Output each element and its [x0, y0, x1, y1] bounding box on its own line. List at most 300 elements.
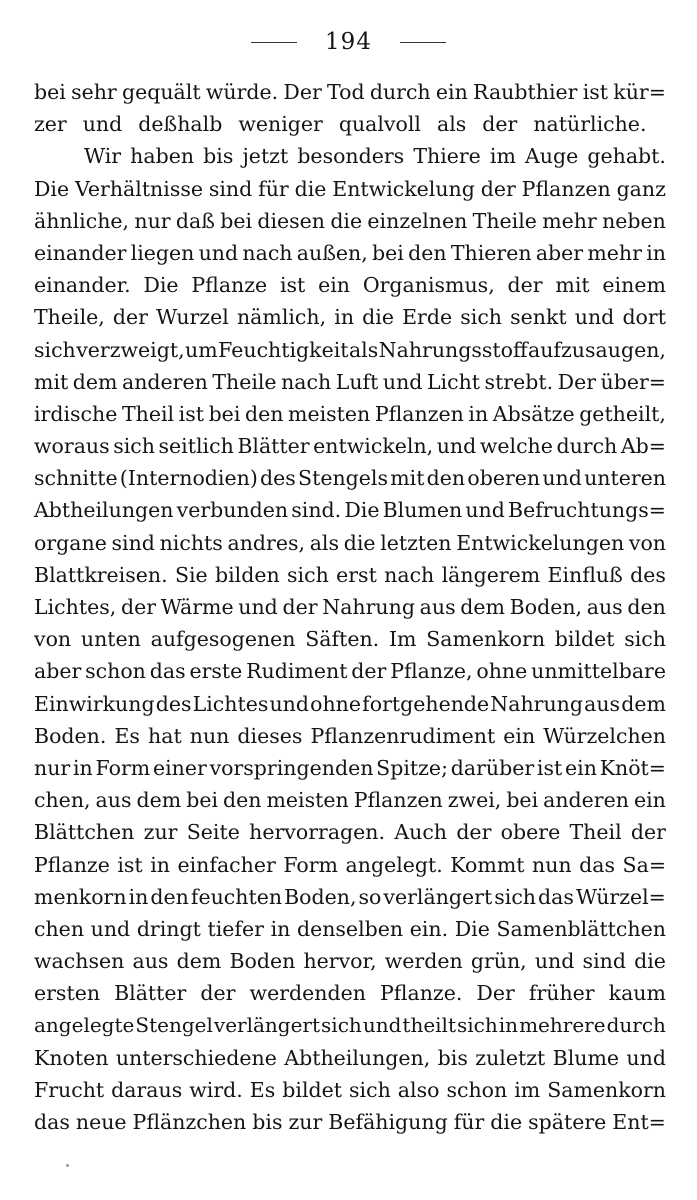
word: Boden: [229, 949, 296, 974]
word: Auch: [394, 820, 448, 845]
word: die: [330, 208, 363, 233]
word: Theile: [212, 369, 277, 394]
word: aus: [132, 949, 169, 974]
word: und: [465, 498, 505, 523]
page-number: 194: [325, 29, 372, 55]
word: bildet: [554, 627, 615, 652]
word: den: [244, 401, 284, 426]
word: ist: [536, 755, 563, 780]
word: einfacher: [177, 852, 276, 877]
word: ist: [582, 80, 609, 104]
word: qualvoll: [338, 112, 421, 137]
word: schon: [446, 1077, 508, 1102]
word: durch: [606, 1013, 666, 1038]
text-line: [34, 434, 666, 466]
word: diesen: [257, 208, 326, 233]
word: Samenkorn: [426, 627, 546, 652]
word: nach: [384, 562, 435, 587]
word: letzten: [380, 530, 452, 555]
word: dem: [136, 788, 182, 813]
word: Sie: [174, 562, 208, 587]
word: und: [382, 369, 423, 394]
word: in: [334, 305, 355, 330]
word: Einwirkung: [34, 691, 155, 716]
word: dem: [176, 949, 222, 974]
word: den: [223, 788, 262, 813]
word: zer: [34, 112, 67, 137]
word: aber: [535, 240, 584, 265]
word: den: [627, 595, 666, 619]
word: Abtheilungen,: [284, 1045, 431, 1070]
word: strebt.: [484, 369, 554, 394]
word: liegen: [130, 240, 195, 265]
word: einander: [34, 240, 127, 265]
word: die: [343, 530, 376, 555]
word: Auge: [525, 144, 579, 169]
text-line: [34, 853, 666, 885]
word: Organismus,: [362, 273, 495, 298]
word: ganz: [616, 176, 666, 201]
word: dringt: [136, 916, 201, 941]
text-line: [34, 627, 666, 659]
word: sich: [460, 305, 503, 330]
word: mehrere: [519, 1013, 606, 1038]
text-line: [34, 1013, 666, 1045]
word: Pflanze: [191, 273, 268, 298]
word: verlängert: [213, 1013, 321, 1038]
word: Blättchen: [34, 820, 135, 845]
word: Blattkreisen.: [34, 562, 168, 587]
word: Die: [143, 273, 179, 298]
word: sehr: [71, 80, 117, 104]
word: organe: [34, 530, 107, 555]
word: und: [198, 240, 239, 265]
word: über=: [600, 369, 666, 394]
word: der: [351, 659, 387, 684]
word: deßhalb: [138, 112, 223, 137]
word: unterschiedene: [115, 1045, 277, 1070]
word: kür=: [613, 80, 666, 104]
word: Würzelchen: [543, 723, 666, 748]
word: besonders: [297, 144, 405, 169]
word: von: [628, 530, 666, 555]
word: Würzel=: [575, 884, 666, 909]
word: bei: [186, 788, 219, 813]
word: sind: [582, 949, 626, 974]
word: der: [200, 981, 236, 1006]
word: ähnliche,: [34, 208, 130, 233]
text-line: [34, 305, 666, 337]
word: Stengel: [135, 1013, 213, 1038]
word: fortgehende: [362, 691, 490, 716]
text-line: [34, 724, 666, 756]
word: Theile: [472, 208, 537, 233]
word: schnitte: [34, 466, 118, 491]
word: also: [397, 1077, 440, 1102]
word: Absätze: [492, 401, 575, 426]
word: (Internodien): [119, 466, 258, 491]
word: Boden,: [284, 884, 357, 909]
text-line: [34, 595, 666, 627]
word: Rudiment: [246, 659, 348, 684]
word: Säften.: [305, 627, 380, 652]
word: Verhältnisse: [74, 176, 203, 201]
word: sich: [321, 1013, 362, 1038]
word: Boden.: [34, 723, 107, 748]
word: in: [270, 916, 291, 941]
word: oberen: [467, 466, 541, 491]
text-line: [34, 692, 666, 724]
word: und: [436, 434, 477, 459]
word: sich: [457, 1013, 498, 1038]
text-line: [34, 885, 666, 917]
text-line: [34, 466, 666, 498]
word: Wärme: [160, 595, 234, 619]
word: und: [534, 949, 575, 974]
word: Kommt: [450, 852, 525, 877]
word: der: [507, 273, 543, 298]
word: Lichtes: [192, 691, 269, 716]
word: den: [426, 466, 466, 491]
word: Tod: [327, 80, 365, 104]
word: verlängert: [383, 884, 493, 909]
word: Pflanzenrudiment: [310, 723, 496, 748]
word: einer: [152, 755, 207, 780]
word: werdenden: [249, 981, 366, 1006]
word: Erde: [402, 305, 453, 330]
word: Luft: [335, 369, 379, 394]
word: einander.: [34, 273, 131, 298]
word: mit: [34, 369, 69, 394]
text-line: [34, 498, 666, 530]
word: Pflanzen: [521, 176, 611, 201]
word: sich: [287, 562, 329, 587]
word: ist: [117, 852, 143, 877]
word: der: [482, 112, 518, 137]
word: spätere: [528, 1110, 607, 1134]
word: und: [362, 1013, 402, 1038]
word: schon: [85, 659, 146, 684]
word: den: [150, 884, 189, 909]
word: einem: [602, 273, 666, 298]
word: in: [498, 1013, 519, 1038]
body-text: [34, 80, 666, 1142]
word: Theil: [569, 820, 622, 845]
word: tiefer: [207, 916, 264, 941]
word: anderen: [543, 788, 629, 813]
word: dem: [72, 369, 118, 394]
word: meisten: [288, 401, 371, 426]
word: der: [282, 595, 318, 619]
word: senkt: [510, 305, 567, 330]
word: als: [348, 337, 379, 362]
word: Lichtes,: [34, 595, 117, 619]
word: Entwickelungen: [456, 530, 625, 555]
word: bei: [506, 788, 539, 813]
text-line: [34, 531, 666, 563]
text-line: [34, 80, 666, 112]
word: entwickeln,: [313, 434, 434, 459]
word: irdische: [34, 401, 118, 426]
word: Form: [95, 755, 151, 780]
word: dem: [621, 691, 666, 716]
word: ist: [178, 401, 204, 426]
word: zur: [288, 1110, 323, 1134]
word: ein: [565, 755, 597, 780]
word: werden: [384, 949, 463, 974]
word: Entwickelung: [332, 176, 475, 201]
word: Stengels: [298, 466, 388, 491]
word: nach: [242, 240, 293, 265]
word: chen,: [34, 788, 91, 813]
word: würde.: [205, 80, 279, 104]
word: weniger: [238, 112, 323, 137]
word: aufgesogenen: [150, 627, 296, 652]
word: im: [489, 144, 516, 169]
word: menkorn: [34, 884, 127, 909]
word: und: [82, 112, 123, 137]
text-line: [34, 273, 666, 305]
word: nichts: [159, 530, 223, 555]
word: nur: [34, 755, 71, 780]
text-line: [34, 338, 666, 370]
word: Sa=: [622, 852, 666, 877]
word: erste: [189, 659, 243, 684]
print-speck: [66, 1164, 69, 1167]
word: zuletzt: [475, 1045, 546, 1070]
word: der: [112, 305, 148, 330]
word: das: [149, 659, 186, 684]
word: angelegte: [34, 1013, 135, 1038]
word: nur: [134, 208, 171, 233]
text-line: [34, 1046, 666, 1078]
word: außen,: [296, 240, 368, 265]
word: die: [490, 1110, 523, 1134]
word: Ent=: [612, 1110, 666, 1134]
word: in: [72, 755, 93, 780]
word: um: [185, 337, 218, 362]
word: Knöt=: [599, 755, 666, 780]
word: in: [150, 852, 170, 877]
word: daß: [175, 208, 215, 233]
word: mit: [555, 273, 590, 298]
word: das: [538, 884, 574, 909]
word: anderen: [121, 369, 208, 394]
word: ohne: [310, 691, 362, 716]
word: Theil: [121, 401, 175, 426]
word: ein.: [409, 916, 449, 941]
word: als: [309, 530, 340, 555]
word: mehr: [587, 240, 642, 265]
word: bilden: [215, 562, 280, 587]
word: sich: [624, 627, 666, 652]
word: grün,: [470, 949, 527, 974]
word: ein: [318, 273, 351, 298]
text-line: [34, 1078, 666, 1110]
word: feuchten: [190, 884, 283, 909]
word: für: [453, 1110, 485, 1134]
word: Der: [476, 981, 515, 1006]
word: dort: [622, 305, 666, 330]
word: und: [542, 466, 582, 491]
word: ein: [503, 723, 536, 748]
word: ein: [633, 788, 666, 813]
word: Einfluß: [547, 562, 623, 587]
text-line: [34, 917, 666, 949]
word: früher: [528, 981, 595, 1006]
word: darüber: [450, 755, 535, 780]
word: Nahrung: [490, 691, 583, 716]
word: Nahrungsstoff: [378, 337, 528, 362]
word: bis: [252, 1110, 283, 1134]
word: und: [269, 691, 310, 716]
word: Samenkorn: [547, 1077, 666, 1102]
word: längerem: [441, 562, 541, 587]
word: und: [574, 305, 615, 330]
word: sind.: [291, 498, 342, 523]
word: aus: [586, 595, 623, 619]
word: gehabt.: [587, 144, 666, 169]
word: Pflanze: [34, 852, 110, 877]
text-line: [34, 659, 666, 691]
word: des: [260, 466, 296, 491]
word: meisten: [266, 788, 349, 813]
word: Samenblättchen: [496, 916, 666, 941]
word: Blätter: [114, 981, 187, 1006]
word: Spitze;: [376, 755, 448, 780]
word: jetzt: [242, 144, 289, 169]
word: aus: [419, 595, 456, 619]
word: Der: [557, 369, 597, 394]
word: Der: [283, 80, 322, 104]
text-line: [34, 144, 666, 176]
word: seitlich: [158, 434, 234, 459]
word: Befruchtungs=: [508, 498, 666, 523]
word: der: [456, 820, 492, 845]
text-line: [34, 788, 666, 820]
word: neue: [75, 1110, 127, 1134]
word: natürliche.: [533, 112, 647, 137]
word: theilt: [402, 1013, 456, 1038]
word: wachsen: [34, 949, 125, 974]
text-line: [34, 177, 666, 209]
word: aus: [95, 788, 132, 813]
word: die: [294, 176, 327, 201]
word: Pflänzchen: [132, 1110, 247, 1134]
word: Ab=: [620, 434, 666, 459]
word: unmittelbare: [531, 659, 666, 684]
word: von: [34, 627, 72, 652]
word: Licht: [426, 369, 481, 394]
word: sich: [113, 434, 155, 459]
header-rule-right: [400, 42, 446, 43]
word: aber: [34, 659, 82, 684]
text-line: [34, 112, 666, 144]
word: der: [480, 176, 516, 201]
word: Blumen: [382, 498, 463, 523]
word: bis: [203, 144, 234, 169]
word: neben: [602, 208, 666, 233]
word: durch: [556, 434, 618, 459]
word: das: [34, 1110, 70, 1134]
word: sich: [349, 1077, 391, 1102]
word: hervor,: [303, 949, 377, 974]
word: sich: [494, 884, 537, 909]
word: getheilt,: [579, 401, 666, 426]
word: einzelnen: [367, 208, 468, 233]
word: ist: [279, 273, 306, 298]
word: Wir: [84, 144, 122, 169]
header-rule-left: [251, 42, 297, 43]
word: Die: [34, 176, 70, 201]
word: und: [238, 595, 278, 619]
word: bei: [372, 240, 404, 265]
text-line: [34, 241, 666, 273]
word: so: [358, 884, 382, 909]
word: Blätter: [237, 434, 310, 459]
word: bis: [437, 1045, 468, 1070]
word: angelegt.: [345, 852, 443, 877]
word: und: [626, 1045, 666, 1070]
word: verbunden: [176, 498, 289, 523]
word: mehr: [542, 208, 597, 233]
word: Pflanze,: [390, 659, 473, 684]
page-header: [0, 24, 697, 60]
word: bei: [34, 80, 66, 104]
word: der: [630, 820, 666, 845]
word: haben: [130, 144, 195, 169]
word: des: [155, 691, 192, 716]
word: mit: [390, 466, 425, 491]
word: Thieren: [450, 240, 532, 265]
word: andres,: [227, 530, 306, 555]
word: erst: [336, 562, 377, 587]
word: verzweigt,: [76, 337, 185, 362]
text-line: [34, 402, 666, 434]
word: sich: [34, 337, 76, 362]
word: Knoten: [34, 1045, 109, 1070]
word: der: [120, 595, 157, 619]
word: Es: [114, 723, 140, 748]
word: den: [408, 240, 447, 265]
word: Form: [283, 852, 338, 877]
word: im: [514, 1077, 541, 1102]
word: in: [468, 401, 489, 426]
text-line: [34, 370, 666, 402]
word: Theile,: [34, 305, 105, 330]
word: Boden,: [509, 595, 583, 619]
word: ohne: [476, 659, 528, 684]
word: hervorragen.: [249, 820, 386, 845]
word: aus: [584, 691, 621, 716]
word: Die: [454, 916, 490, 941]
word: dieses: [237, 723, 303, 748]
word: woraus: [34, 434, 110, 459]
text-line: [34, 1110, 666, 1142]
word: gequält: [121, 80, 201, 104]
word: Seite: [186, 820, 240, 845]
word: nämlich,: [236, 305, 327, 330]
word: bei: [220, 208, 253, 233]
text-line: [34, 209, 666, 241]
text-line: [34, 820, 666, 852]
word: Wurzel: [156, 305, 229, 330]
word: Pflanzen: [353, 788, 443, 813]
word: Feuchtigkeit: [218, 337, 349, 362]
word: in: [646, 240, 666, 265]
word: Raubthier: [473, 80, 578, 104]
word: bildet: [282, 1077, 343, 1102]
